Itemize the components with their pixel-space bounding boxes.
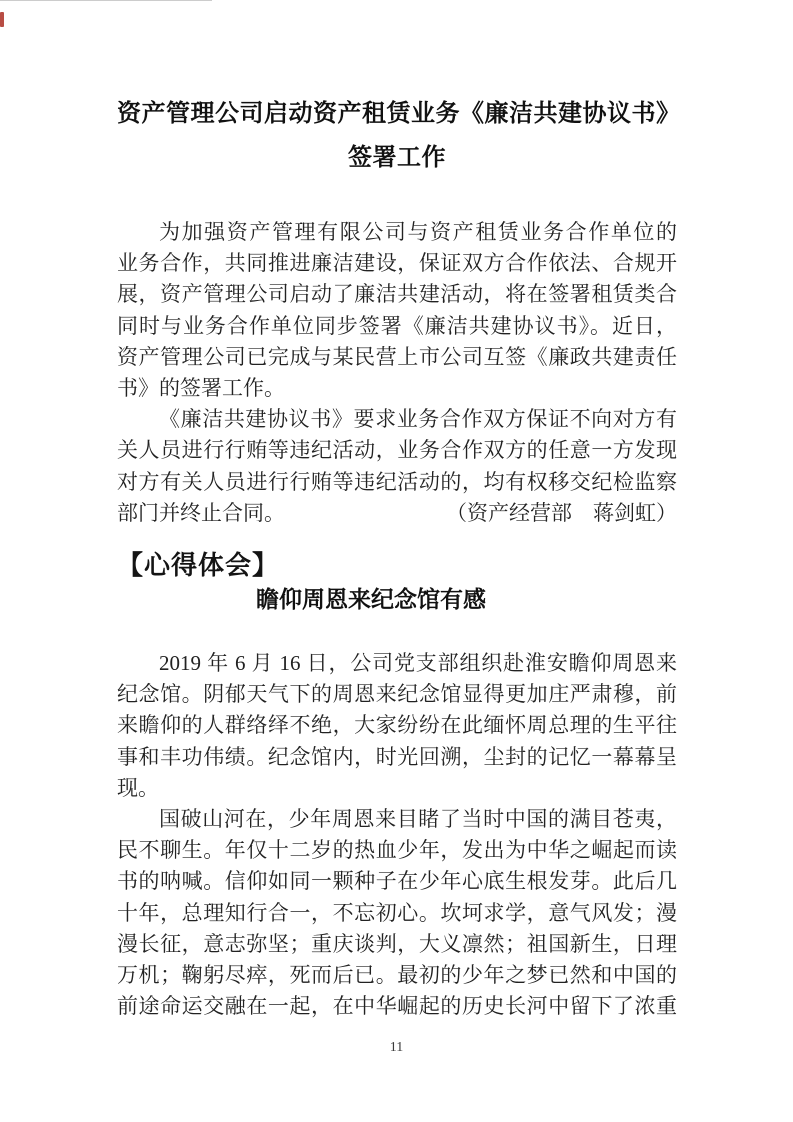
paragraph-line: 关人员进行行贿等违纪活动，业务合作双方的任意一方发现 bbox=[117, 438, 677, 463]
article-body bbox=[117, 217, 677, 529]
scan-artifact-line bbox=[0, 0, 212, 1]
paragraph-line: 国破山河在，少年周恩来目睹了当时中国的满目苍夷， bbox=[159, 806, 677, 831]
attribution: （资产经营部 蒋剑虹） bbox=[446, 500, 677, 525]
paragraph-line: 现。 bbox=[117, 775, 159, 800]
paragraph-line: 十年，总理知行合一，不忘初心。坎坷求学，意气风发；漫 bbox=[117, 900, 677, 925]
paragraph-line bbox=[117, 498, 677, 529]
article-title-line2: 签署工作 bbox=[348, 145, 446, 171]
paragraph-line: 万机；鞠躬尽瘁，死而后已。最初的少年之梦已然和中国的 bbox=[117, 962, 677, 987]
scan-artifact-red-mark bbox=[0, 12, 4, 27]
paragraph-line: 同时与业务合作单位同步签署《廉洁共建协议书》。近日， bbox=[117, 313, 677, 338]
article-title-line1: 资产管理公司启动资产租赁业务《廉洁共建协议书》 bbox=[117, 101, 681, 127]
paragraph-line: 对方有关人员进行行贿等违纪活动的，均有权移交纪检监察 bbox=[117, 469, 677, 494]
paragraph-line: 来瞻仰的人群络绎不绝，大家纷纷在此缅怀周总理的生平往 bbox=[117, 713, 677, 738]
paragraph-line: 前途命运交融在一起，在中华崛起的历史长河中留下了浓重 bbox=[117, 994, 677, 1019]
paragraph-line: 《廉洁共建协议书》要求业务合作双方保证不向对方有 bbox=[159, 407, 677, 432]
section-body bbox=[117, 648, 677, 1022]
page-number: 11 bbox=[389, 1040, 404, 1055]
paragraph-line: 为加强资产管理有限公司与资产租赁业务合作单位的 bbox=[159, 220, 677, 244]
article-title bbox=[117, 92, 681, 180]
paragraph-line: 2019 年 6 月 16 日，公司党支部组织赴淮安瞻仰周恩来 bbox=[159, 651, 677, 675]
paragraph-line: 书》的签署工作。 bbox=[117, 375, 285, 400]
paragraph-line: 民不聊生。年仅十二岁的热血少年，发出为中华之崛起而读 bbox=[117, 838, 677, 863]
paragraph-line: 漫长征，意志弥坚；重庆谈判，大义凛然；祖国新生，日理 bbox=[117, 931, 677, 956]
paragraph-line: 业务合作，共同推进廉洁建设，保证双方合作依法、合规开 bbox=[117, 251, 677, 276]
section-title bbox=[117, 581, 677, 614]
paragraph-line: 纪念馆。阴郁天气下的周恩来纪念馆显得更加庄严肃穆，前 bbox=[117, 682, 677, 707]
section-tag: 【心得体会】 bbox=[117, 551, 280, 580]
paragraph-line: 事和丰功伟绩。纪念馆内，时光回溯，尘封的记忆一幕幕呈 bbox=[117, 744, 677, 769]
paragraph-line: 书的呐喊。信仰如同一颗种子在少年心底生根发芽。此后几 bbox=[117, 869, 677, 894]
paragraph-line: 展，资产管理公司启动了廉洁共建活动，将在签署租赁类合 bbox=[117, 282, 677, 307]
paragraph-line: 资产管理公司已完成与某民营上市公司互签《廉政共建责任 bbox=[117, 344, 677, 369]
paragraph-line-text: 部门并终止合同。 bbox=[117, 500, 285, 525]
section-title-text: 瞻仰周恩来纪念馆有感 bbox=[256, 587, 486, 612]
